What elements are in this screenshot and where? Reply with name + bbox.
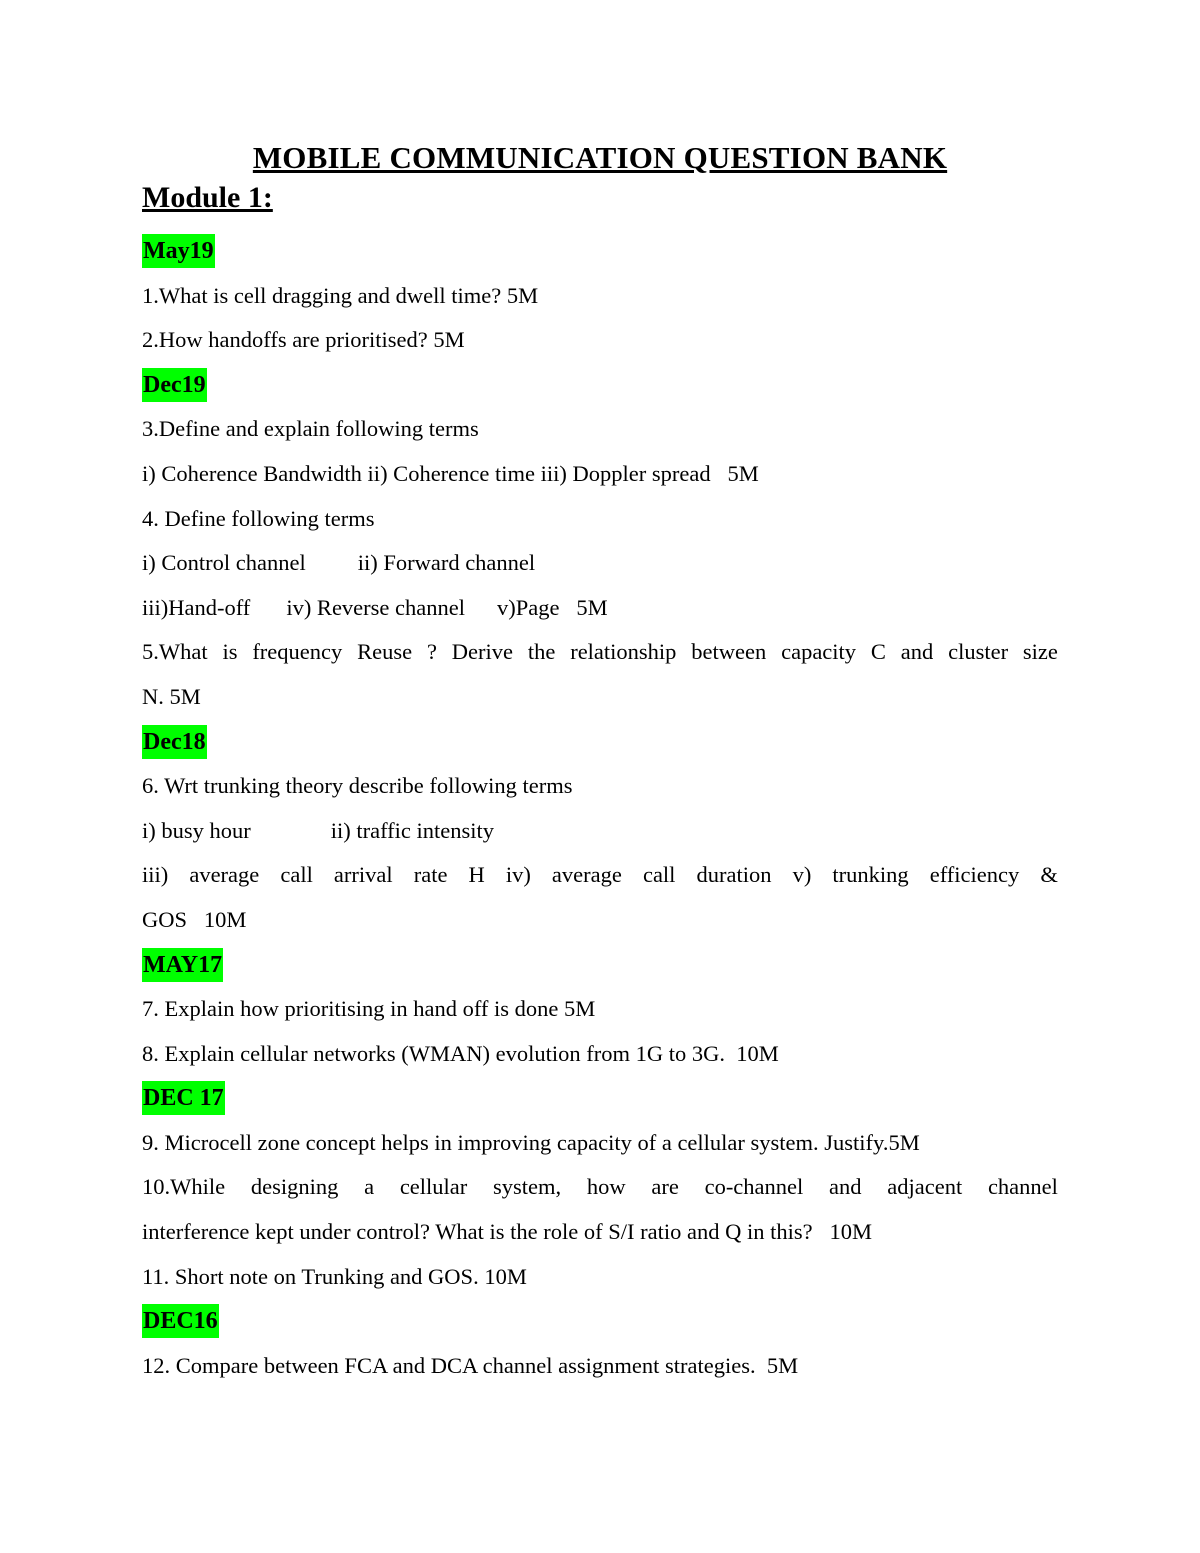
word: and (829, 1174, 862, 1200)
question-6: 6. Wrt trunking theory describe following terms (142, 773, 573, 799)
word: is (222, 639, 238, 665)
section-heading-dec19 (142, 363, 1058, 408)
word: call (642, 862, 676, 888)
word: Reuse (357, 639, 413, 665)
highlight-may19: May19 (142, 234, 215, 268)
word: ? (426, 639, 437, 665)
module-heading: Module 1: (142, 181, 273, 214)
term-traffic-intensity: ii) traffic intensity (330, 817, 495, 843)
page-title: MOBILE COMMUNICATION QUESTION BANK (252, 140, 948, 175)
question-6-end: GOS 10M (142, 906, 247, 932)
word: system, (493, 1174, 562, 1200)
question-9: 9. Microcell zone concept helps in improving capacity of a cellular system. Justify.5M (142, 1129, 920, 1155)
word: and (900, 639, 934, 665)
term-reverse-channel: iv) Reverse channel (286, 594, 465, 620)
highlight-may17: MAY17 (142, 948, 223, 982)
word: are (651, 1174, 679, 1200)
word: call (280, 862, 313, 888)
word: efficiency (929, 862, 1020, 888)
question-10-end: interference kept under control? What is the role of S/I ratio and Q in this? 10M (142, 1219, 872, 1245)
section-heading-dec16 (142, 1299, 1058, 1344)
section-heading-may17 (142, 943, 1058, 988)
question-8: 8. Explain cellular networks (WMAN) evolution from 1G to 3G. 10M (142, 1040, 779, 1066)
highlight-dec18: Dec18 (142, 725, 207, 759)
word: how (586, 1174, 626, 1200)
question-12: 12. Compare between FCA and DCA channel assignment strategies. 5M (142, 1352, 799, 1378)
term-hand-off: iii)Hand-off (142, 594, 251, 620)
word: the (527, 639, 556, 665)
term-control-channel: i) Control channel (142, 550, 306, 576)
word: cellular (399, 1174, 468, 1200)
word: capacity (781, 639, 857, 665)
question-6-terms-row1 (142, 809, 1058, 854)
question-10 (142, 1165, 1058, 1210)
question-4: 4. Define following terms (142, 505, 375, 531)
question-3: 3.Define and explain following terms (142, 416, 479, 442)
question-5 (142, 630, 1058, 675)
highlight-dec19: Dec19 (142, 368, 207, 402)
word: iv) (505, 862, 531, 888)
section-heading-dec17 (142, 1076, 1058, 1121)
section-heading-may19 (142, 229, 1058, 274)
word: designing (250, 1174, 339, 1200)
word: frequency (252, 639, 343, 665)
word: a (364, 1174, 375, 1200)
question-4-terms-row2 (142, 586, 1058, 631)
word: cluster (948, 639, 1009, 665)
question-11: 11. Short note on Trunking and GOS. 10M (142, 1263, 527, 1289)
question-6-terms-row2 (142, 853, 1058, 898)
question-5-end: N. 5M (142, 683, 201, 709)
word: relationship (570, 639, 677, 665)
word: size (1022, 639, 1058, 665)
word: 10.While (142, 1174, 226, 1200)
word: channel (987, 1174, 1058, 1200)
word: iii) (142, 862, 169, 888)
word: H (468, 862, 485, 888)
question-3-terms: i) Coherence Bandwidth ii) Coherence time iii) Doppler spread 5M (142, 460, 759, 486)
word: arrival (333, 862, 393, 888)
question-4-terms-row1 (142, 541, 1058, 586)
question-2: 2.How handoffs are prioritised? 5M (142, 327, 465, 353)
word: v) (792, 862, 812, 888)
question-list (142, 229, 1058, 1388)
question-1: 1.What is cell dragging and dwell time? 5M (142, 282, 539, 308)
highlight-dec16: DEC16 (142, 1304, 219, 1338)
term-busy-hour: i) busy hour (142, 817, 251, 843)
term-forward-channel: ii) Forward channel (357, 550, 536, 576)
term-page: v)Page 5M (496, 594, 608, 620)
word: 5.What (142, 639, 208, 665)
question-7: 7. Explain how prioritising in hand off is done 5M (142, 996, 596, 1022)
section-heading-dec18 (142, 720, 1058, 765)
word: & (1040, 862, 1058, 888)
word: average (189, 862, 260, 888)
word: average (551, 862, 622, 888)
word: duration (696, 862, 772, 888)
word: trunking (832, 862, 909, 888)
word: Derive (451, 639, 514, 665)
word: C (870, 639, 886, 665)
word: adjacent (887, 1174, 963, 1200)
highlight-dec17: DEC 17 (142, 1081, 225, 1115)
word: co-channel (704, 1174, 804, 1200)
word: between (691, 639, 767, 665)
word: rate (413, 862, 448, 888)
